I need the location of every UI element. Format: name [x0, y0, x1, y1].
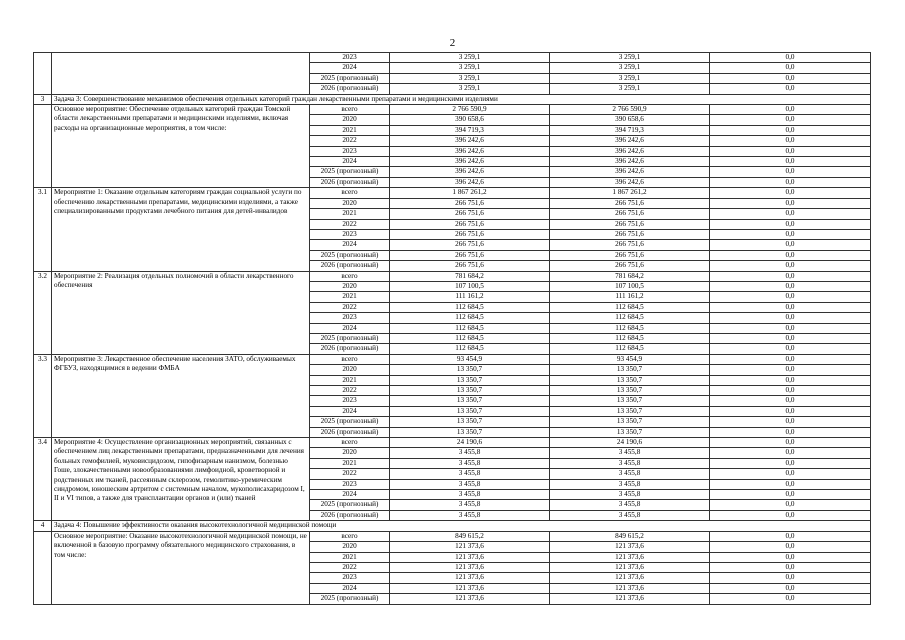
other-value-cell: 0,0	[710, 167, 871, 177]
item-number-cell: 3.3	[34, 354, 52, 437]
item-name-cell: Основное мероприятие: Обеспечение отдельных категорий граждан Томской области лекарственными препаратами и медицинскими изделиями, включая расходы на организационные мероприятия, в том числе:	[52, 105, 310, 188]
budget-value-cell: 121 373,6	[550, 562, 710, 572]
total-value-cell: 396 242,6	[390, 136, 550, 146]
item-name-cell	[52, 53, 310, 95]
item-number-cell	[34, 531, 52, 604]
total-value-cell: 112 684,5	[390, 302, 550, 312]
total-value-cell: 266 751,6	[390, 250, 550, 260]
total-value-cell: 13 350,7	[390, 375, 550, 385]
year-cell: 2021	[310, 209, 390, 219]
budget-value-cell: 112 684,5	[550, 302, 710, 312]
budget-value-cell: 107 100,5	[550, 281, 710, 291]
year-cell: 2021	[310, 292, 390, 302]
budget-value-cell: 121 373,6	[550, 573, 710, 583]
other-value-cell: 0,0	[710, 177, 871, 187]
other-value-cell: 0,0	[710, 281, 871, 291]
other-value-cell: 0,0	[710, 469, 871, 479]
year-cell: 2024	[310, 583, 390, 593]
year-cell: всего	[310, 188, 390, 198]
total-value-cell: 3 455,8	[390, 510, 550, 520]
budget-value-cell: 3 455,8	[550, 469, 710, 479]
year-cell: 2026 (прогнозный)	[310, 427, 390, 437]
year-cell: 2024	[310, 240, 390, 250]
year-cell: 2024	[310, 406, 390, 416]
budget-value-cell: 112 684,5	[550, 323, 710, 333]
total-value-cell: 396 242,6	[390, 167, 550, 177]
table-row	[34, 271, 871, 281]
other-value-cell: 0,0	[710, 510, 871, 520]
budget-value-cell: 13 350,7	[550, 427, 710, 437]
total-value-cell: 3 455,8	[390, 458, 550, 468]
other-value-cell: 0,0	[710, 417, 871, 427]
total-value-cell: 394 719,3	[390, 125, 550, 135]
total-value-cell: 93 454,9	[390, 354, 550, 364]
year-cell: 2025 (прогнозный)	[310, 333, 390, 343]
total-value-cell: 13 350,7	[390, 427, 550, 437]
table-row	[34, 105, 871, 115]
other-value-cell: 0,0	[710, 53, 871, 63]
other-value-cell: 0,0	[710, 583, 871, 593]
other-value-cell: 0,0	[710, 531, 871, 541]
year-cell: 2025 (прогнозный)	[310, 594, 390, 604]
item-number-cell: 3.4	[34, 438, 52, 521]
year-cell: 2021	[310, 458, 390, 468]
budget-value-cell: 13 350,7	[550, 417, 710, 427]
total-value-cell: 3 455,8	[390, 448, 550, 458]
budget-value-cell: 3 259,1	[550, 84, 710, 94]
budget-value-cell: 112 684,5	[550, 333, 710, 343]
total-value-cell: 107 100,5	[390, 281, 550, 291]
year-cell: 2026 (прогнозный)	[310, 510, 390, 520]
year-cell: 2020	[310, 365, 390, 375]
total-value-cell: 266 751,6	[390, 240, 550, 250]
year-cell: всего	[310, 531, 390, 541]
task-number: 3	[34, 94, 52, 104]
budget-value-cell: 93 454,9	[550, 354, 710, 364]
other-value-cell: 0,0	[710, 573, 871, 583]
total-value-cell: 13 350,7	[390, 365, 550, 375]
total-value-cell: 3 455,8	[390, 469, 550, 479]
other-value-cell: 0,0	[710, 396, 871, 406]
year-cell: 2025 (прогнозный)	[310, 73, 390, 83]
other-value-cell: 0,0	[710, 209, 871, 219]
budget-value-cell: 1 867 261,2	[550, 188, 710, 198]
budget-value-cell: 3 259,1	[550, 63, 710, 73]
year-cell: 2026 (прогнозный)	[310, 84, 390, 94]
other-value-cell: 0,0	[710, 229, 871, 239]
total-value-cell: 112 684,5	[390, 344, 550, 354]
year-cell: 2022	[310, 386, 390, 396]
budget-value-cell: 849 615,2	[550, 531, 710, 541]
budget-value-cell: 112 684,5	[550, 344, 710, 354]
other-value-cell: 0,0	[710, 313, 871, 323]
year-cell: 2022	[310, 469, 390, 479]
total-value-cell: 390 658,6	[390, 115, 550, 125]
budget-value-cell: 3 455,8	[550, 490, 710, 500]
table-row	[34, 531, 871, 541]
year-cell: 2022	[310, 219, 390, 229]
budget-value-cell: 266 751,6	[550, 219, 710, 229]
total-value-cell: 112 684,5	[390, 323, 550, 333]
total-value-cell: 111 161,2	[390, 292, 550, 302]
task-row	[34, 521, 871, 531]
year-cell: 2025 (прогнозный)	[310, 167, 390, 177]
budget-value-cell: 121 373,6	[550, 583, 710, 593]
year-cell: 2024	[310, 490, 390, 500]
total-value-cell: 3 259,1	[390, 73, 550, 83]
other-value-cell: 0,0	[710, 261, 871, 271]
item-number-cell: 3.1	[34, 188, 52, 271]
other-value-cell: 0,0	[710, 146, 871, 156]
budget-value-cell: 266 751,6	[550, 261, 710, 271]
other-value-cell: 0,0	[710, 448, 871, 458]
total-value-cell: 266 751,6	[390, 219, 550, 229]
year-cell: 2026 (прогнозный)	[310, 261, 390, 271]
year-cell: 2023	[310, 146, 390, 156]
year-cell: всего	[310, 105, 390, 115]
other-value-cell: 0,0	[710, 490, 871, 500]
total-value-cell: 266 751,6	[390, 198, 550, 208]
total-value-cell: 3 259,1	[390, 63, 550, 73]
total-value-cell: 121 373,6	[390, 583, 550, 593]
budget-value-cell: 13 350,7	[550, 365, 710, 375]
budget-value-cell: 24 190,6	[550, 438, 710, 448]
other-value-cell: 0,0	[710, 479, 871, 489]
total-value-cell: 121 373,6	[390, 594, 550, 604]
other-value-cell: 0,0	[710, 458, 871, 468]
other-value-cell: 0,0	[710, 157, 871, 167]
item-name-cell: Мероприятие 2: Реализация отдельных полномочий в области лекарственного обеспечения	[52, 271, 310, 354]
year-cell: 2020	[310, 542, 390, 552]
total-value-cell: 396 242,6	[390, 177, 550, 187]
year-cell: 2022	[310, 562, 390, 572]
other-value-cell: 0,0	[710, 188, 871, 198]
year-cell: 2022	[310, 302, 390, 312]
year-cell: 2024	[310, 323, 390, 333]
budget-value-cell: 394 719,3	[550, 125, 710, 135]
other-value-cell: 0,0	[710, 344, 871, 354]
total-value-cell: 112 684,5	[390, 333, 550, 343]
budget-value-cell: 266 751,6	[550, 209, 710, 219]
budget-value-cell: 13 350,7	[550, 375, 710, 385]
year-cell: 2025 (прогнозный)	[310, 417, 390, 427]
total-value-cell: 121 373,6	[390, 562, 550, 572]
year-cell: 2023	[310, 229, 390, 239]
total-value-cell: 3 455,8	[390, 490, 550, 500]
year-cell: всего	[310, 438, 390, 448]
other-value-cell: 0,0	[710, 323, 871, 333]
other-value-cell: 0,0	[710, 562, 871, 572]
total-value-cell: 121 373,6	[390, 542, 550, 552]
item-name-cell: Основное мероприятие: Оказание высокотехнологичной медицинской помощи, не включенной в базовую программу обязательного медицинского страхования, в том числе:	[52, 531, 310, 604]
item-number-cell	[34, 53, 52, 95]
other-value-cell: 0,0	[710, 115, 871, 125]
task-title: Задача 4: Повышение эффективности оказания высокотехнологичной медицинской помощи	[52, 521, 871, 531]
budget-value-cell: 266 751,6	[550, 198, 710, 208]
other-value-cell: 0,0	[710, 542, 871, 552]
total-value-cell: 3 455,8	[390, 479, 550, 489]
other-value-cell: 0,0	[710, 552, 871, 562]
other-value-cell: 0,0	[710, 125, 871, 135]
budget-value-cell: 266 751,6	[550, 240, 710, 250]
budget-value-cell: 13 350,7	[550, 386, 710, 396]
task-title: Задача 3: Совершенствование механизмов обеспечения отдельных категорий граждан лекарственными препаратами и медицинскими изделиями	[52, 94, 871, 104]
budget-value-cell: 13 350,7	[550, 406, 710, 416]
budget-table	[33, 52, 871, 605]
other-value-cell: 0,0	[710, 271, 871, 281]
total-value-cell: 121 373,6	[390, 573, 550, 583]
other-value-cell: 0,0	[710, 136, 871, 146]
budget-value-cell: 266 751,6	[550, 229, 710, 239]
year-cell: 2025 (прогнозный)	[310, 500, 390, 510]
budget-value-cell: 266 751,6	[550, 250, 710, 260]
budget-value-cell: 3 455,8	[550, 458, 710, 468]
item-name-cell: Мероприятие 1: Оказание отдельным категориям граждан социальной услуги по обеспечению лекарственными препаратами, медицинскими изделиями, а также специализированными продуктами лечебного питания для детей-инвалидов	[52, 188, 310, 271]
total-value-cell: 3 455,8	[390, 500, 550, 510]
year-cell: 2023	[310, 573, 390, 583]
other-value-cell: 0,0	[710, 438, 871, 448]
total-value-cell: 2 766 590,9	[390, 105, 550, 115]
other-value-cell: 0,0	[710, 594, 871, 604]
other-value-cell: 0,0	[710, 365, 871, 375]
year-cell: 2022	[310, 136, 390, 146]
budget-value-cell: 112 684,5	[550, 313, 710, 323]
item-name-cell: Мероприятие 4: Осуществление организационных мероприятий, связанных с обеспечением лиц лекарственными препаратами, предназначенными для лечения больных гемофилией, муковисцидозом, гипофизарным нанизмом, болезнью Гоше, злокачественными новообразованиями лимфоидной, кроветворной и родственных им тканей, рассеянным склерозом, гемолитико-уремическим синдромом, юношеским артритом с системным началом, мукополисахаридозом I, II и VI типов, а также для трансплантации органов и (или) тканей	[52, 438, 310, 521]
year-cell: 2021	[310, 552, 390, 562]
budget-value-cell: 111 161,2	[550, 292, 710, 302]
other-value-cell: 0,0	[710, 386, 871, 396]
other-value-cell: 0,0	[710, 250, 871, 260]
total-value-cell: 3 259,1	[390, 53, 550, 63]
budget-value-cell: 781 684,2	[550, 271, 710, 281]
budget-value-cell: 121 373,6	[550, 542, 710, 552]
budget-value-cell: 390 658,6	[550, 115, 710, 125]
year-cell: всего	[310, 271, 390, 281]
year-cell: 2026 (прогнозный)	[310, 344, 390, 354]
total-value-cell: 396 242,6	[390, 146, 550, 156]
year-cell: всего	[310, 354, 390, 364]
total-value-cell: 13 350,7	[390, 406, 550, 416]
year-cell: 2023	[310, 53, 390, 63]
budget-value-cell: 396 242,6	[550, 167, 710, 177]
table-row	[34, 354, 871, 364]
budget-value-cell: 396 242,6	[550, 177, 710, 187]
total-value-cell: 121 373,6	[390, 552, 550, 562]
item-number-cell: 3.2	[34, 271, 52, 354]
total-value-cell: 266 751,6	[390, 229, 550, 239]
table-row	[34, 53, 871, 63]
budget-value-cell: 396 242,6	[550, 157, 710, 167]
table-row	[34, 438, 871, 448]
year-cell: 2020	[310, 281, 390, 291]
total-value-cell: 3 259,1	[390, 84, 550, 94]
budget-value-cell: 396 242,6	[550, 136, 710, 146]
other-value-cell: 0,0	[710, 333, 871, 343]
item-number-cell	[34, 105, 52, 188]
total-value-cell: 13 350,7	[390, 396, 550, 406]
year-cell: 2026 (прогнозный)	[310, 177, 390, 187]
total-value-cell: 1 867 261,2	[390, 188, 550, 198]
budget-value-cell: 121 373,6	[550, 594, 710, 604]
budget-value-cell: 3 455,8	[550, 510, 710, 520]
budget-value-cell: 3 259,1	[550, 53, 710, 63]
budget-value-cell: 3 455,8	[550, 479, 710, 489]
other-value-cell: 0,0	[710, 406, 871, 416]
budget-value-cell: 3 259,1	[550, 73, 710, 83]
budget-value-cell: 3 455,8	[550, 500, 710, 510]
year-cell: 2021	[310, 375, 390, 385]
other-value-cell: 0,0	[710, 354, 871, 364]
other-value-cell: 0,0	[710, 302, 871, 312]
total-value-cell: 13 350,7	[390, 417, 550, 427]
table-row	[34, 188, 871, 198]
task-row	[34, 94, 871, 104]
budget-value-cell: 13 350,7	[550, 396, 710, 406]
other-value-cell: 0,0	[710, 375, 871, 385]
year-cell: 2023	[310, 313, 390, 323]
task-number: 4	[34, 521, 52, 531]
other-value-cell: 0,0	[710, 63, 871, 73]
total-value-cell: 266 751,6	[390, 209, 550, 219]
total-value-cell: 13 350,7	[390, 386, 550, 396]
year-cell: 2023	[310, 396, 390, 406]
year-cell: 2024	[310, 157, 390, 167]
year-cell: 2023	[310, 479, 390, 489]
budget-value-cell: 2 766 590,9	[550, 105, 710, 115]
budget-value-cell: 396 242,6	[550, 146, 710, 156]
year-cell: 2020	[310, 115, 390, 125]
total-value-cell: 396 242,6	[390, 157, 550, 167]
budget-value-cell: 121 373,6	[550, 552, 710, 562]
total-value-cell: 266 751,6	[390, 261, 550, 271]
other-value-cell: 0,0	[710, 292, 871, 302]
other-value-cell: 0,0	[710, 240, 871, 250]
other-value-cell: 0,0	[710, 73, 871, 83]
other-value-cell: 0,0	[710, 500, 871, 510]
year-cell: 2024	[310, 63, 390, 73]
other-value-cell: 0,0	[710, 198, 871, 208]
item-name-cell: Мероприятие 3: Лекарственное обеспечение населения ЗАТО, обслуживаемых ФГБУЗ, находящимися в ведении ФМБА	[52, 354, 310, 437]
budget-value-cell: 3 455,8	[550, 448, 710, 458]
other-value-cell: 0,0	[710, 105, 871, 115]
total-value-cell: 112 684,5	[390, 313, 550, 323]
other-value-cell: 0,0	[710, 84, 871, 94]
year-cell: 2021	[310, 125, 390, 135]
total-value-cell: 849 615,2	[390, 531, 550, 541]
year-cell: 2020	[310, 198, 390, 208]
page-number: 2	[449, 37, 456, 49]
other-value-cell: 0,0	[710, 219, 871, 229]
year-cell: 2020	[310, 448, 390, 458]
total-value-cell: 24 190,6	[390, 438, 550, 448]
total-value-cell: 781 684,2	[390, 271, 550, 281]
year-cell: 2025 (прогнозный)	[310, 250, 390, 260]
other-value-cell: 0,0	[710, 427, 871, 437]
